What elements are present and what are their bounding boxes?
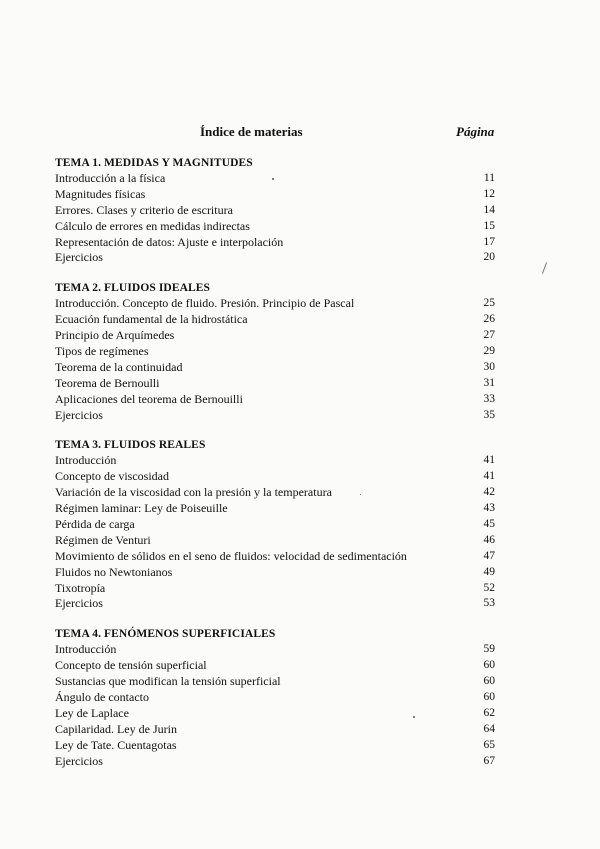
entry-page-number: 59 [483,643,495,656]
entry-label: Concepto de viscosidad [55,469,169,484]
page-column-label: Página [456,124,495,139]
toc-entry [55,312,495,328]
entry-label: Variación de la viscosidad con la presión y la temperatura [55,485,332,500]
entry-page-number: 27 [483,329,495,342]
pen-mark [542,262,547,274]
toc-entry [55,642,495,658]
entry-page-number: 41 [483,470,495,483]
toc-section [55,438,495,612]
toc-entry [55,235,495,251]
entry-page-number: 60 [483,691,495,704]
toc-entry [55,453,495,469]
toc-entry [55,187,495,203]
toc-entry [55,501,495,517]
toc-section [55,156,495,266]
entry-page-number: 25 [483,297,495,310]
toc-entry [55,344,495,360]
toc-entry [55,754,495,770]
entry-page-number: 42 [483,486,495,499]
entry-label: Teorema de la continuidad [55,359,183,374]
toc-entry [55,722,495,738]
entry-label: Régimen de Venturi [55,532,151,547]
entry-label: Ejercicios [55,753,103,768]
toc-entry [55,250,495,266]
toc-entry [55,674,495,690]
entry-label: Ángulo de contacto [55,690,149,705]
scan-speck [413,716,415,718]
toc-entry [55,376,495,392]
entry-page-number: 33 [483,392,495,405]
entry-label: Ejercicios [55,407,103,422]
entry-label: Tipos de regímenes [55,344,149,359]
entry-label: Introducción a la física [55,171,166,185]
entry-page-number: 43 [483,502,495,515]
toc-entry [55,549,495,565]
entry-label: Ley de Laplace [55,705,129,720]
entry-page-number: 29 [483,345,495,358]
toc-entry [55,392,495,408]
entry-page-number: 64 [483,722,495,735]
entry-label: Tixotropía [55,580,106,595]
entry-page-number: 26 [483,313,495,326]
scan-speck [360,494,361,495]
entry-label: Errores. Clases y criterio de escritura [55,202,233,217]
entry-page-number: 14 [483,203,495,216]
entry-page-number: 46 [483,533,495,546]
entry-page-number: 53 [483,597,495,610]
entry-page-number: 12 [483,187,495,200]
entry-page-number: 20 [483,251,495,264]
entry-page-number: 41 [483,454,495,467]
toc-entry [55,658,495,674]
toc-entry [55,533,495,549]
entry-label: Introducción [55,453,117,468]
toc-entry [55,517,495,533]
toc-entry [55,706,495,722]
toc-entry [55,469,495,485]
entry-label: Ejercicios [55,250,103,265]
entry-label: Pérdida de carga [55,517,135,532]
entry-page-number: 49 [483,565,495,578]
entry-page-number: 65 [483,738,495,751]
entry-label: Capilaridad. Ley de Jurin [55,721,177,736]
toc-entry [55,408,495,424]
toc-entry [55,596,495,612]
scan-speck [272,178,274,180]
toc-section [55,281,495,423]
toc-entry [55,360,495,376]
entry-label: Introducción. Concepto de fluido. Presión. Principio de Pascal [55,296,355,311]
entry-label: Cálculo de errores en medidas indirectas [55,218,250,233]
entry-label: Representación de datos: Ajuste e interpolación [55,234,284,249]
entry-label: Magnitudes físicas [55,186,146,201]
entry-label: Fluidos no Newtonianos [55,564,173,579]
section-title: TEMA 1. MEDIDAS Y MAGNITUDES [55,157,253,169]
entry-label: Sustancias que modifican la tensión superficial [55,674,281,689]
entry-label: Introducción [55,642,117,657]
entry-page-number: 47 [483,549,495,562]
entry-label: Principio de Arquímedes [55,328,175,343]
entry-label: Concepto de tensión superficial [55,658,207,673]
section-title: TEMA 2. FLUIDOS IDEALES [55,282,211,295]
toc-entry [55,328,495,344]
entry-page-number: 60 [483,675,495,688]
entry-label: Teorema de Bernoulli [55,375,160,390]
toc-entry [55,171,495,187]
entry-page-number: 30 [483,360,495,373]
toc-entry [55,219,495,235]
entry-page-number: 60 [483,659,495,672]
section-title: TEMA 3. FLUIDOS REALES [55,439,206,452]
toc-entry [55,690,495,706]
entry-page-number: 17 [483,235,495,248]
entry-page-number: 62 [483,706,495,719]
entry-page-number: 15 [483,219,495,232]
index-header [0,124,600,144]
entry-page-number: 45 [483,518,495,531]
entry-label: Ecuación fundamental de la hidrostática [55,312,248,327]
index-title: Índice de materias [200,124,303,139]
entry-label: Ejercicios [55,596,103,611]
toc-entry [55,581,495,597]
entry-label: Movimiento de sólidos en el seno de fluidos: velocidad de sedimentación [55,548,407,563]
toc-entry [55,203,495,219]
entry-label: Ley de Tate. Cuentagotas [55,737,177,752]
toc-entry [55,296,495,312]
table-of-contents [55,156,495,785]
entry-page-number: 11 [483,172,495,184]
entry-label: Régimen laminar: Ley de Poiseuille [55,501,228,516]
entry-page-number: 67 [483,754,495,767]
section-title: TEMA 4. FENÓMENOS SUPERFICIALES [55,628,276,641]
entry-page-number: 52 [483,581,495,594]
entry-page-number: 31 [483,376,495,389]
toc-section [55,627,495,769]
entry-page-number: 35 [483,408,495,421]
entry-label: Aplicaciones del teorema de Bernouilli [55,391,243,406]
toc-entry [55,485,495,501]
toc-entry [55,565,495,581]
toc-entry [55,738,495,754]
